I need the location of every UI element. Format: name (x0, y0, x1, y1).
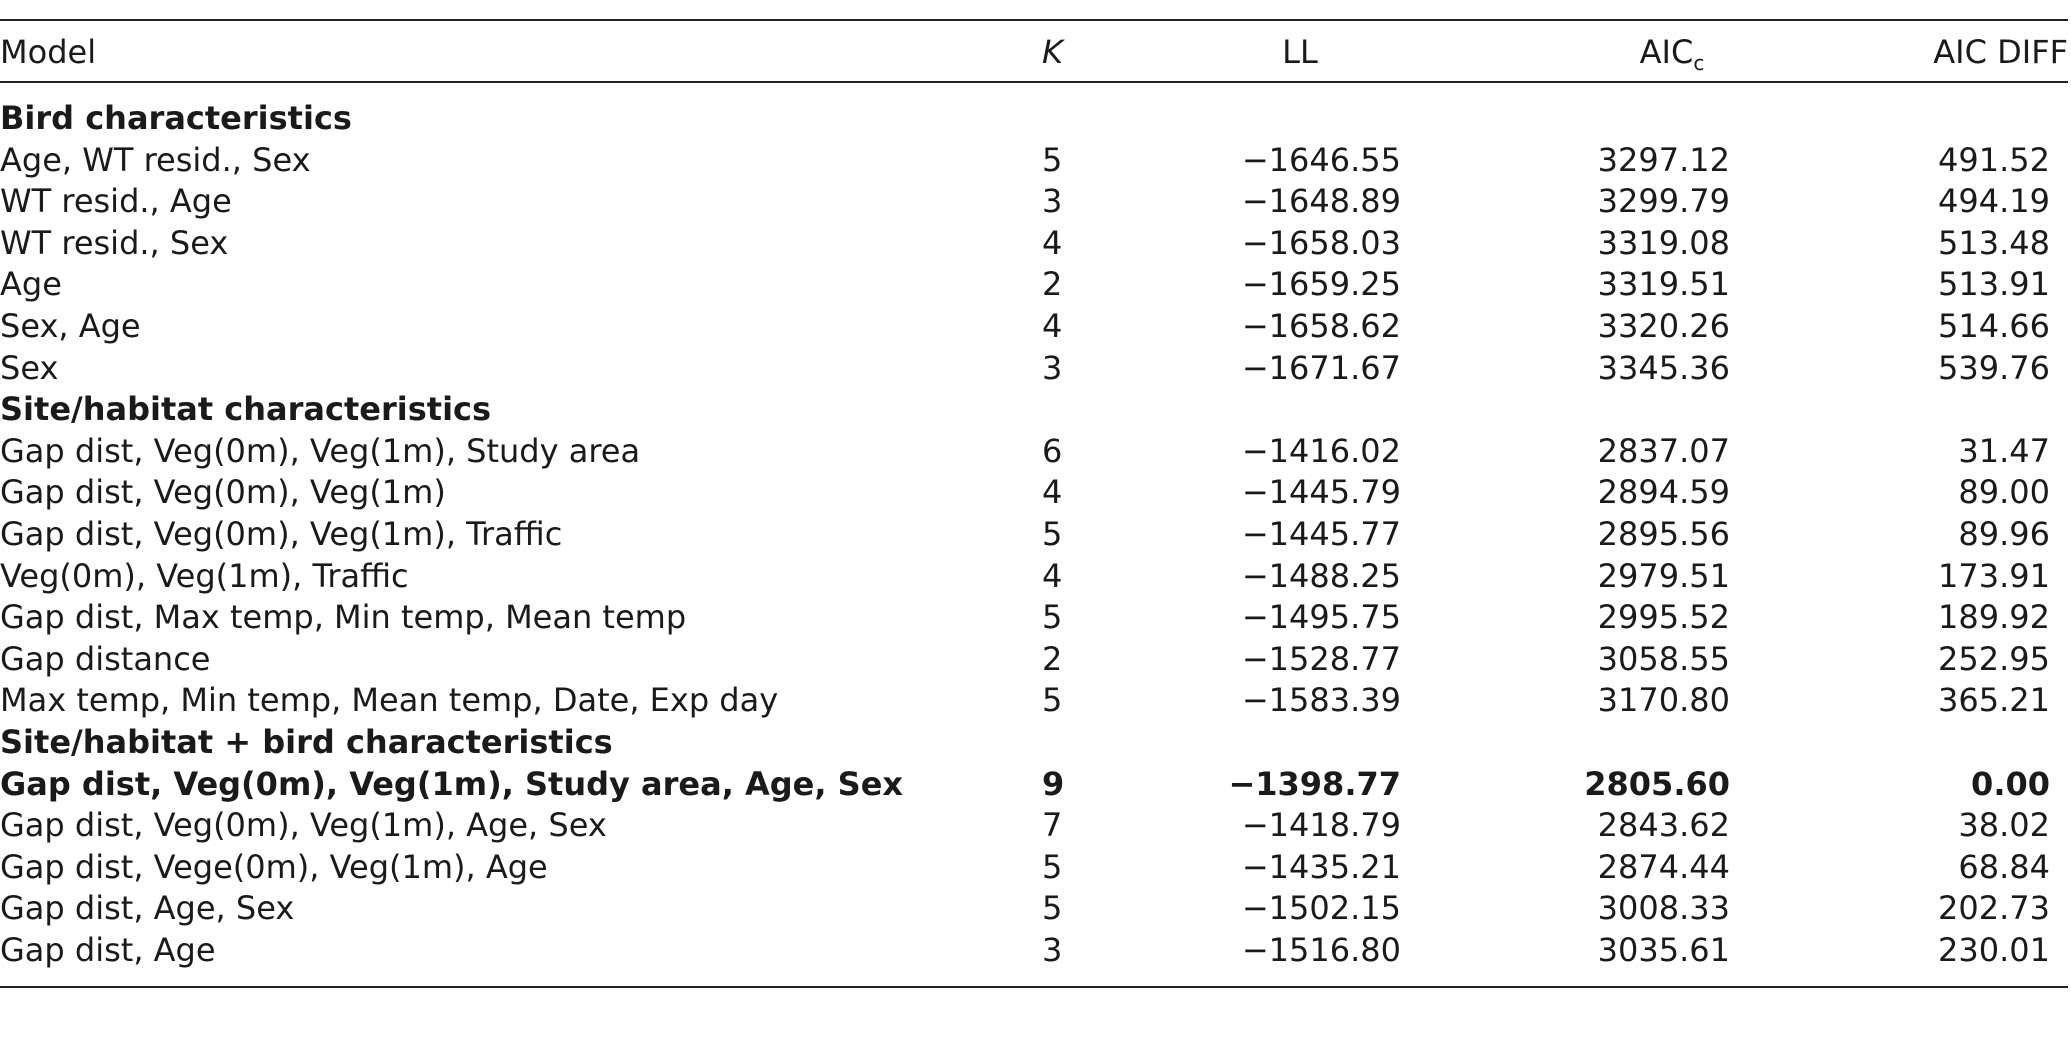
ll-cell: −1659.25 (1241, 265, 1401, 304)
header-k: K (1042, 33, 1063, 71)
aic-diff-cell: 494.19 (1938, 182, 2050, 221)
aic-diff-cell: 31.47 (1958, 431, 2050, 470)
table-row (0, 805, 2068, 847)
aicc-cell: 3008.33 (1597, 889, 1730, 928)
section-title: Site/habitat + bird characteristics (0, 722, 613, 761)
section-heading (0, 389, 2068, 431)
k-cell: 5 (1042, 514, 1063, 553)
model-cell: Gap dist, Veg(0m), Veg(1m) (0, 473, 446, 512)
k-cell: 5 (1042, 847, 1063, 886)
table-row (0, 514, 2068, 556)
model-cell: Gap dist, Age (0, 930, 216, 969)
ll-cell: −1671.67 (1241, 348, 1401, 387)
section-heading (0, 722, 2068, 764)
aic-diff-cell: 539.76 (1938, 348, 2050, 387)
k-cell: 7 (1042, 806, 1063, 845)
table-row (0, 639, 2068, 681)
aic-diff-cell: 189.92 (1938, 598, 2050, 637)
table-header (0, 21, 2068, 81)
ll-cell: −1646.55 (1241, 140, 1401, 179)
model-cell: Sex, Age (0, 306, 141, 345)
table-row (0, 472, 2068, 514)
aicc-cell: 3035.61 (1597, 930, 1730, 969)
ll-cell: −1502.15 (1241, 889, 1401, 928)
header-ll: LL (1282, 33, 1318, 71)
header-aic-diff: AIC DIFF (1933, 33, 2068, 71)
table-row (0, 847, 2068, 889)
table-row (0, 223, 2068, 265)
aicc-cell: 2874.44 (1597, 847, 1730, 886)
aic-diff-cell: 513.48 (1938, 223, 2050, 262)
model-cell: Gap dist, Vege(0m), Veg(1m), Age (0, 847, 548, 886)
model-cell: Gap distance (0, 639, 211, 678)
aic-diff-cell: 173.91 (1938, 556, 2050, 595)
section-title: Bird characteristics (0, 99, 352, 137)
table-row (0, 888, 2068, 930)
aicc-cell: 2979.51 (1597, 556, 1730, 595)
k-cell: 5 (1042, 598, 1063, 637)
aicc-cell: 3058.55 (1597, 639, 1730, 678)
aic-diff-cell: 252.95 (1938, 639, 2050, 678)
aicc-cell: 2894.59 (1597, 473, 1730, 512)
table-row (0, 140, 2068, 182)
table-row (0, 348, 2068, 390)
ll-cell: −1445.79 (1241, 473, 1401, 512)
model-cell: Veg(0m), Veg(1m), Traffic (0, 556, 409, 595)
aic-diff-cell: 89.00 (1958, 473, 2050, 512)
header-aic-main: AIC (1639, 33, 1694, 71)
aic-diff-cell: 89.96 (1958, 514, 2050, 553)
header-aic-sub: c (1693, 51, 1705, 75)
aicc-cell: 2843.62 (1597, 806, 1730, 845)
aicc-cell: 3319.08 (1597, 223, 1730, 262)
model-cell: Age (0, 265, 62, 304)
k-cell: 3 (1042, 182, 1063, 221)
ll-cell: −1528.77 (1241, 639, 1401, 678)
aicc-cell: 2837.07 (1597, 431, 1730, 470)
ll-cell: −1488.25 (1241, 556, 1401, 595)
k-cell: 4 (1042, 306, 1063, 345)
aicc-cell: 3170.80 (1597, 681, 1730, 720)
aic-diff-cell: 68.84 (1958, 847, 2050, 886)
header-aicc (1612, 21, 1732, 87)
table-row (0, 680, 2068, 722)
aic-diff-cell: 38.02 (1958, 806, 2050, 845)
k-cell: 3 (1042, 930, 1063, 969)
k-cell: 3 (1042, 348, 1063, 387)
section-title: Site/habitat characteristics (0, 390, 492, 429)
aicc-cell: 3319.51 (1597, 265, 1730, 304)
table-row (0, 597, 2068, 639)
k-cell: 2 (1042, 265, 1063, 304)
ll-cell: −1516.80 (1241, 930, 1401, 969)
model-cell: Gap dist, Max temp, Min temp, Mean temp (0, 598, 687, 637)
model-cell: Gap dist, Veg(0m), Veg(1m), Traffic (0, 514, 563, 553)
aic-diff-cell: 230.01 (1938, 930, 2050, 969)
k-cell: 2 (1042, 639, 1063, 678)
bottom-rule (0, 986, 2068, 988)
table-row (0, 264, 2068, 306)
table-row (0, 431, 2068, 473)
aicc-cell: 2995.52 (1597, 598, 1730, 637)
aicc-cell: 2805.60 (1584, 764, 1730, 803)
table-row (0, 556, 2068, 598)
ll-cell: −1435.21 (1241, 847, 1401, 886)
model-cell: Gap dist, Veg(0m), Veg(1m), Age, Sex (0, 806, 607, 845)
table-row (0, 930, 2068, 972)
ll-cell: −1418.79 (1241, 806, 1401, 845)
ll-cell: −1416.02 (1241, 431, 1401, 470)
k-cell: 4 (1042, 473, 1063, 512)
model-cell: Gap dist, Veg(0m), Veg(1m), Study area (0, 431, 641, 470)
model-cell: Sex (0, 348, 59, 387)
aicc-cell: 3345.36 (1597, 348, 1730, 387)
section-heading (0, 98, 2068, 140)
model-cell: Max temp, Min temp, Mean temp, Date, Exp day (0, 681, 779, 720)
k-cell: 5 (1042, 140, 1063, 179)
ll-cell: −1445.77 (1241, 514, 1401, 553)
model-cell: WT resid., Age (0, 182, 232, 221)
aic-diff-cell: 0.00 (1971, 764, 2050, 803)
aic-diff-cell: 202.73 (1938, 889, 2050, 928)
aicc-cell: 3320.26 (1597, 306, 1730, 345)
table-row (0, 306, 2068, 348)
k-cell: 4 (1042, 556, 1063, 595)
ll-cell: −1658.62 (1241, 306, 1401, 345)
model-selection-table (0, 19, 2068, 988)
model-cell: Gap dist, Veg(0m), Veg(1m), Study area, Age, Sex (0, 764, 904, 803)
k-cell: 6 (1042, 431, 1063, 470)
k-cell: 9 (1042, 764, 1065, 803)
aicc-cell: 3297.12 (1597, 140, 1730, 179)
aic-diff-cell: 513.91 (1938, 265, 2050, 304)
ll-cell: −1658.03 (1241, 223, 1401, 262)
aicc-cell: 2895.56 (1597, 514, 1730, 553)
aicc-cell: 3299.79 (1597, 182, 1730, 221)
k-cell: 5 (1042, 889, 1063, 928)
model-cell: Age, WT resid., Sex (0, 140, 311, 179)
ll-cell: −1495.75 (1241, 598, 1401, 637)
table-row (0, 764, 2068, 806)
aic-diff-cell: 365.21 (1938, 681, 2050, 720)
table-body (0, 98, 2068, 971)
model-cell: Gap dist, Age, Sex (0, 889, 295, 928)
table-row (0, 181, 2068, 223)
ll-cell: −1648.89 (1241, 182, 1401, 221)
header-model: Model (0, 33, 97, 71)
k-cell: 5 (1042, 681, 1063, 720)
model-cell: WT resid., Sex (0, 223, 229, 262)
ll-cell: −1398.77 (1228, 764, 1401, 803)
aic-diff-cell: 491.52 (1938, 140, 2050, 179)
ll-cell: −1583.39 (1241, 681, 1401, 720)
k-cell: 4 (1042, 223, 1063, 262)
aic-diff-cell: 514.66 (1938, 306, 2050, 345)
